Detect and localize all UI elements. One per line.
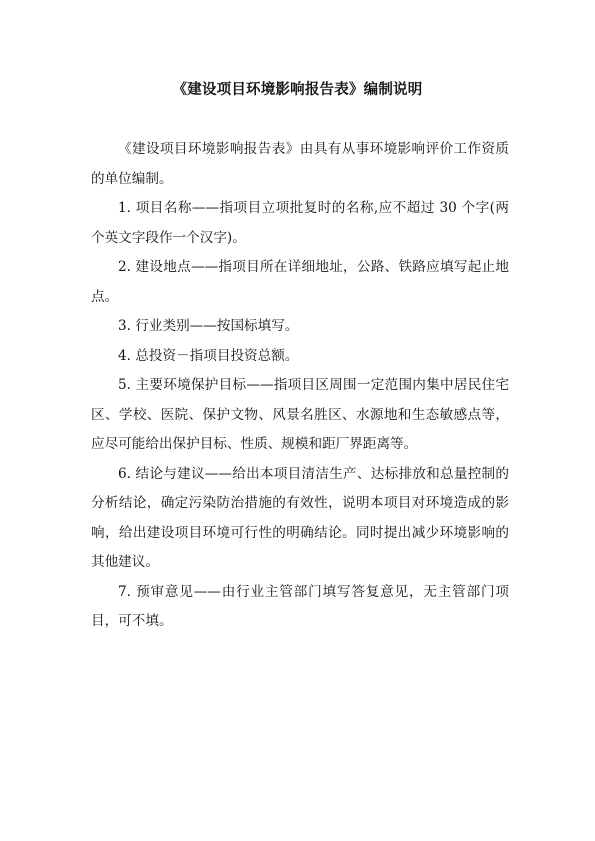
paragraph-item-3-industry-category: 3. 行业类别——按国标填写。 <box>118 318 299 334</box>
paragraph-item-2-location: 2. 建设地点——指项目所在详细地址，公路、铁路应填写起止地点。 <box>91 259 509 305</box>
paragraph-item-4-total-investment: 4. 总投资－指项目投资总额。 <box>118 347 299 364</box>
document-title: 《建设项目环境影响报告表》编制说明 <box>172 82 423 98</box>
paragraph-item-5-protection-targets: 5. 主要环境保护目标——指项目区周围一定范围内集中居民住宅区、学校、医院、保护文物、风景名胜区、水源地和生态敏感点等，应尽可能给出保护目标、性质、规模和距厂界距离等。 <box>91 377 509 452</box>
document-body <box>91 135 509 637</box>
paragraph-intro: 《建设项目环境影响报告表》由具有从事环境影响评价工作资质的单位编制。 <box>91 141 509 187</box>
paragraph-item-7-preliminary-review: 7. 预审意见——由行业主管部门填写答复意见，无主管部门项目，可不填。 <box>91 583 509 629</box>
paragraph-item-1-project-name: 1. 项目名称——指项目立项批复时的名称,应不超过 30 个字(两个英文字段作一个汉字)。 <box>91 200 509 246</box>
paragraph-item-6-conclusions: 6. 结论与建议——给出本项目清洁生产、达标排放和总量控制的分析结论，确定污染防治措施的有效性，说明本项目对环境造成的影响，给出建设项目环境可行性的明确结论。同时提出减少环境影响的其他建议。 <box>91 465 509 570</box>
